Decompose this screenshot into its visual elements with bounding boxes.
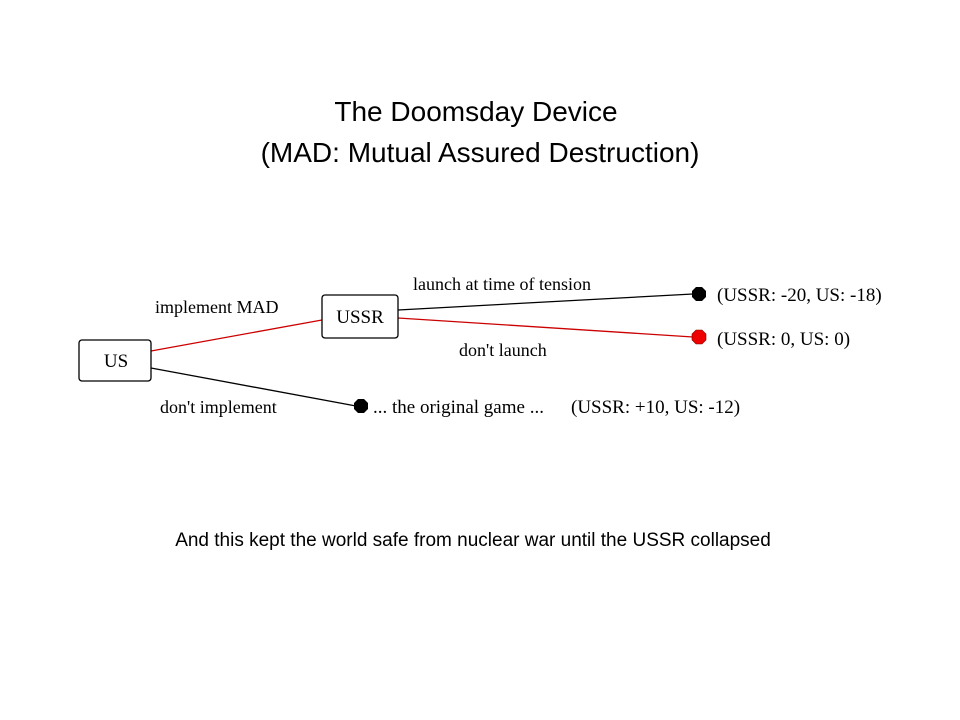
label-launch: launch at time of tension bbox=[413, 274, 591, 294]
label-implement-mad: implement MAD bbox=[155, 297, 279, 317]
payoff-dont-launch: (USSR: 0, US: 0) bbox=[717, 329, 851, 350]
edge-implement-mad bbox=[151, 320, 322, 351]
slide-title: The Doomsday Device bbox=[334, 96, 618, 127]
terminal-node-launch bbox=[692, 287, 706, 301]
terminal-node-dont-launch bbox=[692, 330, 706, 344]
original-game-text: ... the original game ... bbox=[373, 397, 544, 418]
ussr-node-label: USSR bbox=[336, 307, 384, 328]
label-dont-launch: don't launch bbox=[459, 340, 547, 360]
label-dont-implement: don't implement bbox=[160, 397, 277, 417]
edge-dont-launch bbox=[398, 318, 693, 337]
footer-note: And this kept the world safe from nuclear war until the USSR collapsed bbox=[175, 530, 771, 551]
payoff-launch: (USSR: -20, US: -18) bbox=[717, 285, 882, 306]
payoff-original-game: (USSR: +10, US: -12) bbox=[571, 397, 741, 418]
terminal-node-original-game bbox=[354, 399, 368, 413]
edge-launch bbox=[398, 294, 693, 310]
slide-subtitle: (MAD: Mutual Assured Destruction) bbox=[260, 137, 700, 168]
us-node-label: US bbox=[103, 351, 129, 372]
